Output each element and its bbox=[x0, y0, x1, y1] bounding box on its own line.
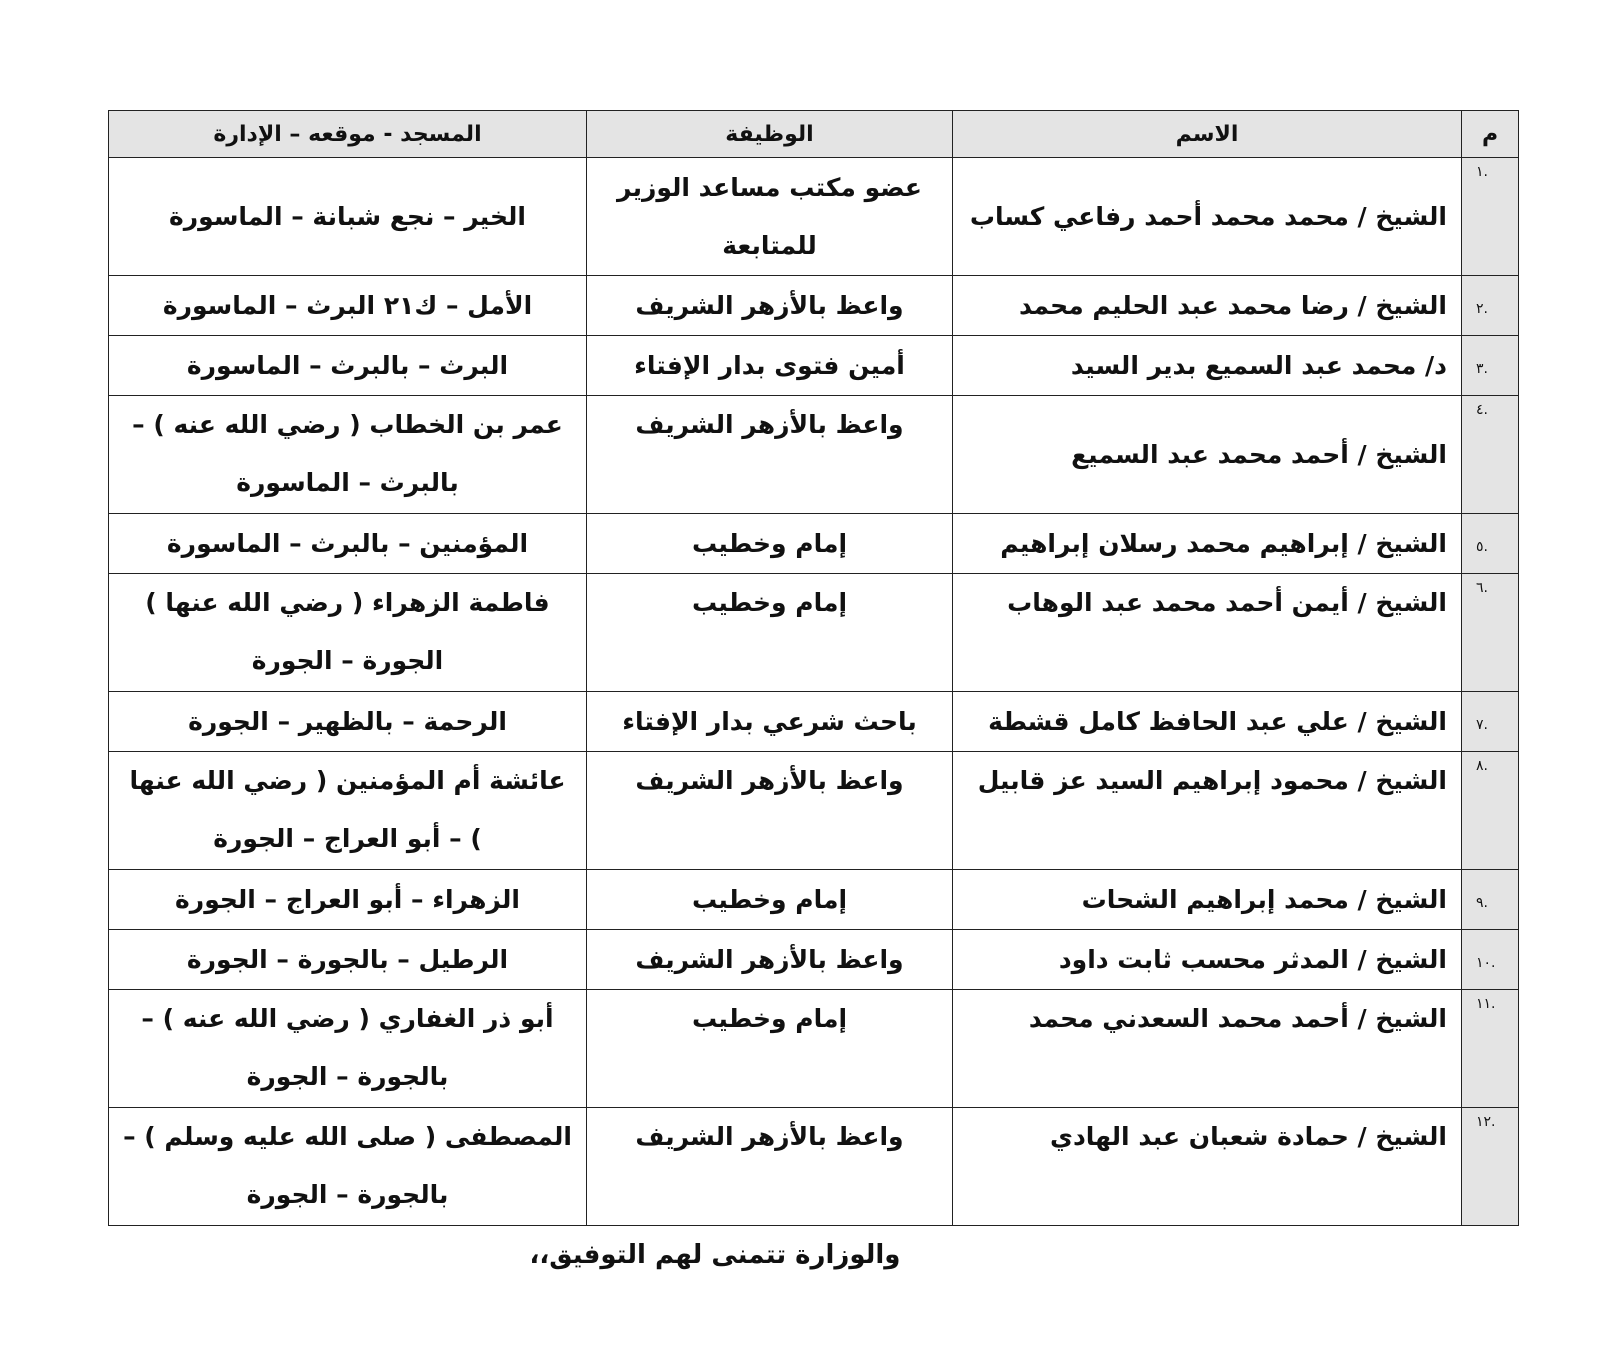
table-header-row bbox=[109, 111, 1519, 158]
table-row bbox=[109, 336, 1519, 396]
table-row bbox=[109, 158, 1519, 276]
row-mosque: أبو ذر الغفاري ( رضي الله عنه ) – بالجورة – الجورة bbox=[109, 990, 587, 1108]
row-mosque: الأمل – ك٢١ البرث – الماسورة bbox=[109, 276, 587, 336]
row-number: ١١. bbox=[1462, 990, 1519, 1108]
row-number: ٥. bbox=[1462, 514, 1519, 574]
row-job: واعظ بالأزهر الشريف bbox=[587, 276, 953, 336]
assignments-table bbox=[108, 110, 1519, 1226]
row-number: ٧. bbox=[1462, 692, 1519, 752]
row-name: الشيخ / محمد إبراهيم الشحات bbox=[953, 870, 1462, 930]
row-number: ١٢. bbox=[1462, 1108, 1519, 1226]
row-job: واعظ بالأزهر الشريف bbox=[587, 396, 953, 514]
row-job: إمام وخطيب bbox=[587, 574, 953, 692]
row-name: الشيخ / حمادة شعبان عبد الهادي bbox=[953, 1108, 1462, 1226]
row-job: إمام وخطيب bbox=[587, 514, 953, 574]
row-mosque: الرطيل – بالجورة – الجورة bbox=[109, 930, 587, 990]
row-number: ٦. bbox=[1462, 574, 1519, 692]
row-number: ١٠. bbox=[1462, 930, 1519, 990]
table-row bbox=[109, 1108, 1519, 1226]
row-mosque: المؤمنين – بالبرث – الماسورة bbox=[109, 514, 587, 574]
row-name: الشيخ / محمد محمد أحمد رفاعي كساب bbox=[953, 158, 1462, 276]
row-name: د/ محمد عبد السميع بدير السيد bbox=[953, 336, 1462, 396]
row-name: الشيخ / محمود إبراهيم السيد عز قابيل bbox=[953, 752, 1462, 870]
row-number: ٣. bbox=[1462, 336, 1519, 396]
table-row bbox=[109, 870, 1519, 930]
row-job: واعظ بالأزهر الشريف bbox=[587, 752, 953, 870]
row-mosque: عمر بن الخطاب ( رضي الله عنه ) – بالبرث – الماسورة bbox=[109, 396, 587, 514]
row-mosque: الرحمة – بالظهير – الجورة bbox=[109, 692, 587, 752]
table-row bbox=[109, 990, 1519, 1108]
row-name: الشيخ / أيمن أحمد محمد عبد الوهاب bbox=[953, 574, 1462, 692]
closing-note bbox=[0, 1240, 1600, 1270]
row-number: ١. bbox=[1462, 158, 1519, 276]
row-job: واعظ بالأزهر الشريف bbox=[587, 930, 953, 990]
header-num: م bbox=[1462, 111, 1519, 158]
header-mosque: المسجد - موقعه – الإدارة bbox=[109, 111, 587, 158]
row-name: الشيخ / أحمد محمد عبد السميع bbox=[953, 396, 1462, 514]
table-row bbox=[109, 514, 1519, 574]
row-name: الشيخ / المدثر محسب ثابت داود bbox=[953, 930, 1462, 990]
row-job: عضو مكتب مساعد الوزير للمتابعة bbox=[587, 158, 953, 276]
table-row bbox=[109, 752, 1519, 870]
row-number: ٨. bbox=[1462, 752, 1519, 870]
row-mosque: المصطفى ( صلى الله عليه وسلم ) – بالجورة – الجورة bbox=[109, 1108, 587, 1226]
row-number: ٢. bbox=[1462, 276, 1519, 336]
row-job: واعظ بالأزهر الشريف bbox=[587, 1108, 953, 1226]
row-number: ٤. bbox=[1462, 396, 1519, 514]
row-mosque: الخير – نجع شبانة – الماسورة bbox=[109, 158, 587, 276]
header-name: الاسم bbox=[953, 111, 1462, 158]
row-job: إمام وخطيب bbox=[587, 990, 953, 1108]
table-row bbox=[109, 396, 1519, 514]
header-job: الوظيفة bbox=[587, 111, 953, 158]
row-name: الشيخ / إبراهيم محمد رسلان إبراهيم bbox=[953, 514, 1462, 574]
row-name: الشيخ / علي عبد الحافظ كامل قشطة bbox=[953, 692, 1462, 752]
row-job: باحث شرعي بدار الإفتاء bbox=[587, 692, 953, 752]
table-row bbox=[109, 574, 1519, 692]
assignments-table-wrapper bbox=[108, 110, 1518, 1226]
row-number: ٩. bbox=[1462, 870, 1519, 930]
row-job: أمين فتوى بدار الإفتاء bbox=[587, 336, 953, 396]
row-mosque: البرث – بالبرث – الماسورة bbox=[109, 336, 587, 396]
table-row bbox=[109, 692, 1519, 752]
row-name: الشيخ / رضا محمد عبد الحليم محمد bbox=[953, 276, 1462, 336]
table-row bbox=[109, 276, 1519, 336]
closing-note-text: والوزارة تتمنى لهم التوفيق،، bbox=[529, 1240, 901, 1270]
row-mosque: الزهراء – أبو العراج – الجورة bbox=[109, 870, 587, 930]
row-mosque: عائشة أم المؤمنين ( رضي الله عنها ) – أبو العراج – الجورة bbox=[109, 752, 587, 870]
row-name: الشيخ / أحمد محمد السعدني محمد bbox=[953, 990, 1462, 1108]
row-mosque: فاطمة الزهراء ( رضي الله عنها ) الجورة – الجورة bbox=[109, 574, 587, 692]
row-job: إمام وخطيب bbox=[587, 870, 953, 930]
table-row bbox=[109, 930, 1519, 990]
